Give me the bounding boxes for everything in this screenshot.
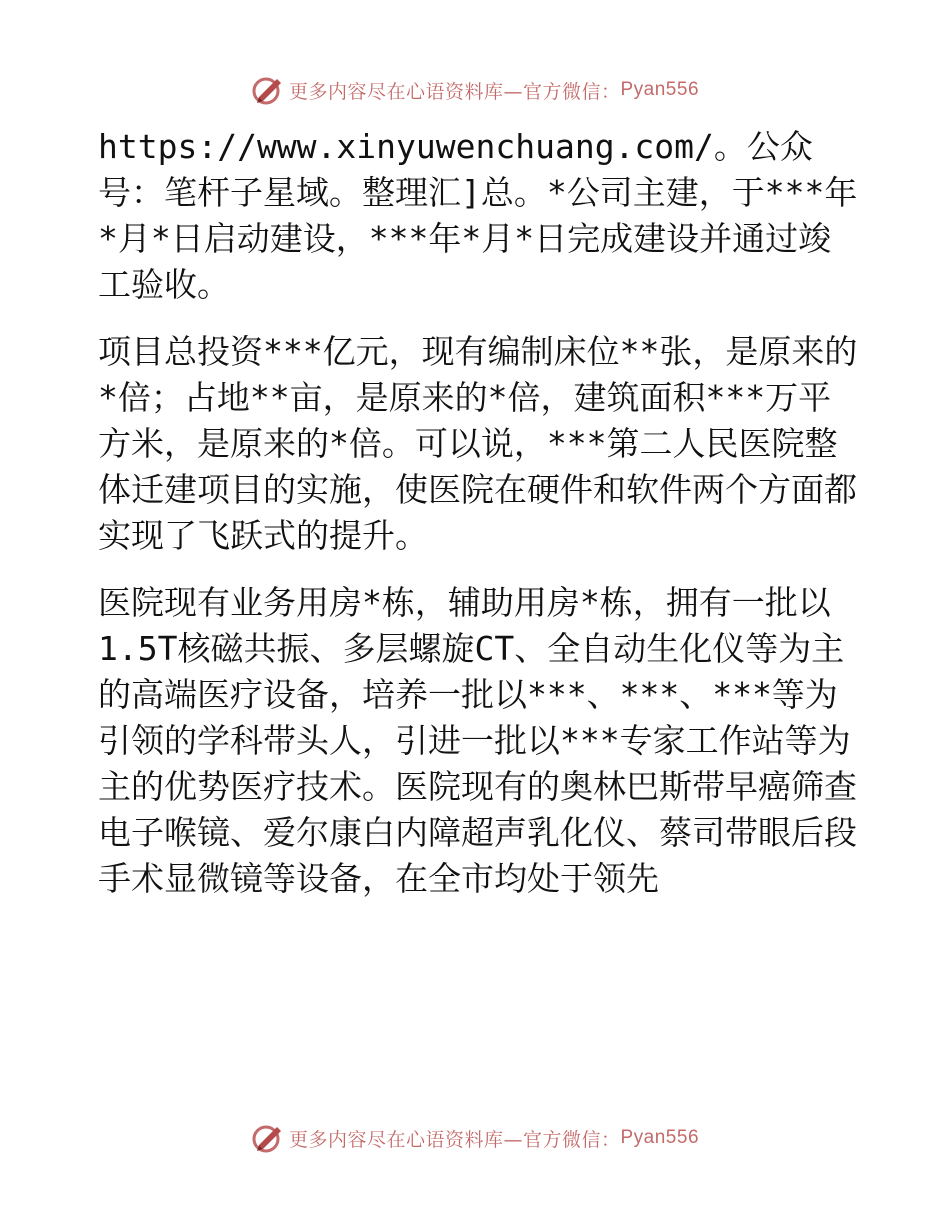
header-watermark: [0, 70, 950, 110]
watermark-wechat-id: Pyan556: [620, 1127, 700, 1148]
paragraph-2: 项目总投资***亿元，现有编制床位**张，是原来的*倍；占地**亩，是原来的*倍，建筑面积***万平方米，是原来的*倍。可以说，***第二人民医院整体迁建项目的实施，使医院在硬件和软件两个方面都实现了飞跃式的提升。: [98, 332, 858, 555]
footer-watermark: [0, 1118, 950, 1158]
watermark-text: 更多内容尽在心语资料库—官方微信：: [288, 1128, 621, 1151]
paragraph-3: 医院现有业务用房*栋，辅助用房*栋，拥有一批以1.5T核磁共振、多层螺旋CT、全自动生化仪等为主的高端医疗设备，培养一批以***、***、***等为引领的学科带头人，引进一批以***专家工作站等为主的优势医疗技术。医院现有的奥林巴斯带早癌筛查电子喉镜、爱尔康白内障超声乳化仪、蔡司带眼后段手术显微镜等设备，在全市均处于领先: [98, 583, 857, 898]
document-body: [98, 124, 858, 923]
watermark-wechat-id: Pyan556: [620, 79, 700, 100]
pen-logo-icon: [251, 1121, 285, 1155]
watermark-text: 更多内容尽在心语资料库—官方微信：: [288, 80, 621, 103]
pen-logo-icon: [251, 73, 285, 107]
paragraph-1: https://www.xinyuwenchuang.com/。公众号：笔杆子星域。整理汇]总。*公司主建，于***年*月*日启动建设，***年*月*日完成建设并通过竣工验收。: [98, 127, 858, 304]
